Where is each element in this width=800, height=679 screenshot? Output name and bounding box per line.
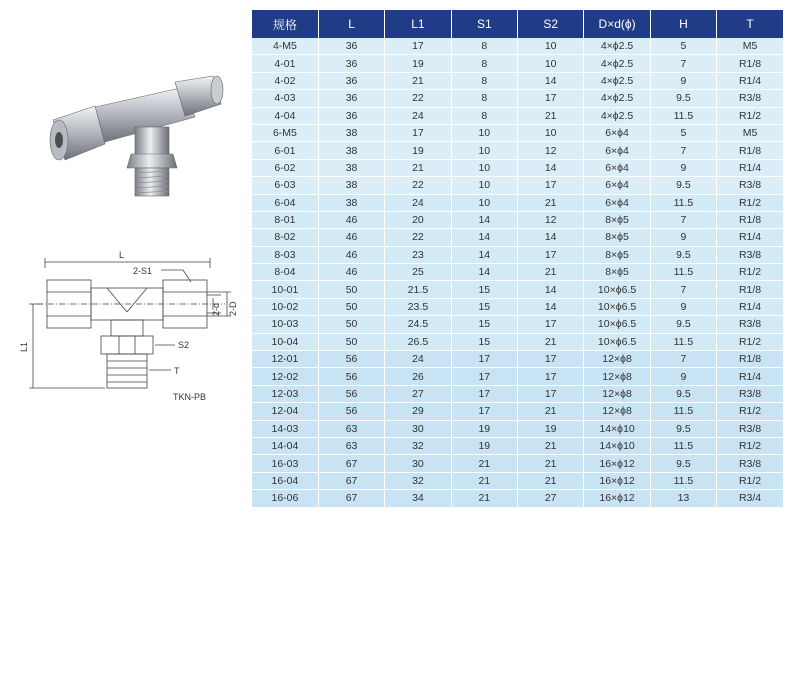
cell-T: R1/4	[717, 298, 783, 315]
cell-Dxd: 6×ϕ4	[584, 124, 650, 141]
cell-spec: 10-01	[252, 281, 318, 298]
cell-spec: 6-M5	[252, 124, 318, 141]
cell-spec: 4-02	[252, 72, 318, 89]
table-row	[252, 107, 783, 124]
cell-H: 11.5	[650, 403, 716, 420]
table-row	[252, 281, 783, 298]
cell-Dxd: 16×ϕ12	[584, 490, 650, 507]
cell-S2: 17	[518, 246, 584, 263]
cell-S1: 17	[451, 351, 517, 368]
cell-spec: 8-04	[252, 264, 318, 281]
table-row	[252, 316, 783, 333]
cell-S1: 21	[451, 455, 517, 472]
col-header-T: T	[717, 10, 783, 38]
table-row	[252, 229, 783, 246]
cell-H: 9	[650, 298, 716, 315]
cell-H: 9.5	[650, 177, 716, 194]
cell-L: 38	[318, 177, 384, 194]
cell-S1: 14	[451, 229, 517, 246]
cell-Dxd: 10×ϕ6.5	[584, 281, 650, 298]
cell-L1: 24.5	[385, 316, 451, 333]
cell-L1: 19	[385, 142, 451, 159]
col-header-L1: L1	[385, 10, 451, 38]
cell-T: R3/8	[717, 385, 783, 402]
cell-L: 36	[318, 90, 384, 107]
cell-L1: 32	[385, 437, 451, 454]
label-2-D: 2-D	[228, 301, 238, 316]
cell-L: 56	[318, 403, 384, 420]
cell-spec: 12-01	[252, 351, 318, 368]
cell-S2: 12	[518, 211, 584, 228]
cell-S2: 21	[518, 472, 584, 489]
cell-S2: 21	[518, 333, 584, 350]
table-row	[252, 90, 783, 107]
table-row	[252, 124, 783, 141]
table-row	[252, 403, 783, 420]
cell-H: 7	[650, 351, 716, 368]
cell-L1: 23	[385, 246, 451, 263]
cell-L1: 22	[385, 90, 451, 107]
cell-S2: 21	[518, 264, 584, 281]
cell-spec: 6-04	[252, 194, 318, 211]
cell-H: 13	[650, 490, 716, 507]
cell-S1: 21	[451, 490, 517, 507]
cell-S2: 17	[518, 385, 584, 402]
label-S2: S2	[178, 340, 190, 350]
cell-Dxd: 8×ϕ5	[584, 264, 650, 281]
cell-L1: 19	[385, 55, 451, 72]
cell-spec: 12-02	[252, 368, 318, 385]
cell-T: R1/8	[717, 281, 783, 298]
cell-L: 46	[318, 264, 384, 281]
label-L: L	[119, 250, 125, 260]
cell-S2: 10	[518, 124, 584, 141]
cell-L: 38	[318, 159, 384, 176]
cell-L: 67	[318, 455, 384, 472]
cell-Dxd: 10×ϕ6.5	[584, 298, 650, 315]
cell-H: 11.5	[650, 333, 716, 350]
cell-T: R3/8	[717, 316, 783, 333]
table-row	[252, 385, 783, 402]
cell-spec: 10-02	[252, 298, 318, 315]
cell-S1: 10	[451, 124, 517, 141]
cell-T: R3/8	[717, 455, 783, 472]
label-T: T	[174, 366, 180, 376]
cell-L: 63	[318, 420, 384, 437]
cell-H: 9	[650, 159, 716, 176]
cell-S2: 21	[518, 437, 584, 454]
cell-T: R1/2	[717, 194, 783, 211]
cell-Dxd: 14×ϕ10	[584, 420, 650, 437]
cell-H: 9.5	[650, 385, 716, 402]
cell-S2: 17	[518, 351, 584, 368]
cell-spec: 6-03	[252, 177, 318, 194]
cell-L: 63	[318, 437, 384, 454]
cell-H: 5	[650, 38, 716, 55]
cell-Dxd: 6×ϕ4	[584, 177, 650, 194]
cell-L1: 26.5	[385, 333, 451, 350]
cell-S1: 10	[451, 194, 517, 211]
cell-L: 38	[318, 142, 384, 159]
cell-L1: 30	[385, 420, 451, 437]
cell-L1: 29	[385, 403, 451, 420]
cell-spec: 14-04	[252, 437, 318, 454]
cell-S1: 8	[451, 107, 517, 124]
cell-Dxd: 16×ϕ12	[584, 472, 650, 489]
cell-S1: 14	[451, 246, 517, 263]
cell-spec: 4-M5	[252, 38, 318, 55]
cell-spec: 10-04	[252, 333, 318, 350]
cell-spec: 16-04	[252, 472, 318, 489]
cell-spec: 4-01	[252, 55, 318, 72]
cell-H: 7	[650, 211, 716, 228]
cell-T: R3/8	[717, 90, 783, 107]
cell-S1: 10	[451, 177, 517, 194]
cell-H: 9	[650, 72, 716, 89]
cell-S1: 15	[451, 333, 517, 350]
cell-T: R1/4	[717, 368, 783, 385]
cell-L: 46	[318, 211, 384, 228]
cell-T: R1/2	[717, 403, 783, 420]
spec-table	[252, 10, 783, 508]
cell-L1: 22	[385, 177, 451, 194]
cell-L1: 24	[385, 351, 451, 368]
cell-L1: 21	[385, 159, 451, 176]
cell-L1: 34	[385, 490, 451, 507]
table-row	[252, 38, 783, 55]
cell-L1: 22	[385, 229, 451, 246]
cell-S2: 14	[518, 229, 584, 246]
cell-Dxd: 4×ϕ2.5	[584, 72, 650, 89]
cell-S2: 12	[518, 142, 584, 159]
cell-S2: 21	[518, 194, 584, 211]
cell-T: R3/8	[717, 177, 783, 194]
cell-H: 11.5	[650, 264, 716, 281]
cell-L1: 24	[385, 194, 451, 211]
col-header-L: L	[318, 10, 384, 38]
cell-H: 11.5	[650, 472, 716, 489]
cell-H: 11.5	[650, 437, 716, 454]
cell-S2: 17	[518, 90, 584, 107]
cell-spec: 4-03	[252, 90, 318, 107]
cell-T: R1/8	[717, 211, 783, 228]
cell-S2: 17	[518, 316, 584, 333]
table-row	[252, 472, 783, 489]
cell-T: R3/8	[717, 246, 783, 263]
cell-H: 9.5	[650, 246, 716, 263]
cell-S2: 14	[518, 281, 584, 298]
cell-L: 36	[318, 38, 384, 55]
cell-T: R1/8	[717, 351, 783, 368]
cell-Dxd: 12×ϕ8	[584, 403, 650, 420]
cell-H: 7	[650, 55, 716, 72]
cell-S1: 8	[451, 90, 517, 107]
label-2-d: 2-d	[211, 302, 221, 316]
cell-S1: 19	[451, 420, 517, 437]
cell-Dxd: 8×ϕ5	[584, 229, 650, 246]
cell-spec: 10-03	[252, 316, 318, 333]
cell-spec: 6-01	[252, 142, 318, 159]
table-row	[252, 455, 783, 472]
cell-spec: 8-03	[252, 246, 318, 263]
cell-S2: 21	[518, 403, 584, 420]
cell-S1: 15	[451, 281, 517, 298]
cell-S2: 19	[518, 420, 584, 437]
cell-Dxd: 12×ϕ8	[584, 368, 650, 385]
cell-S2: 21	[518, 107, 584, 124]
cell-L: 56	[318, 351, 384, 368]
cell-L1: 21.5	[385, 281, 451, 298]
table-header-row	[252, 10, 783, 38]
cell-L: 46	[318, 246, 384, 263]
cell-T: M5	[717, 124, 783, 141]
cell-S2: 21	[518, 455, 584, 472]
fitting-photo	[35, 72, 235, 202]
table-row	[252, 420, 783, 437]
cell-T: R1/2	[717, 107, 783, 124]
cell-S1: 17	[451, 368, 517, 385]
cell-L: 67	[318, 472, 384, 489]
table-row	[252, 351, 783, 368]
cell-T: R3/4	[717, 490, 783, 507]
table-row	[252, 333, 783, 350]
cell-H: 9	[650, 368, 716, 385]
col-header-S2: S2	[518, 10, 584, 38]
cell-spec: 6-02	[252, 159, 318, 176]
cell-L1: 25	[385, 264, 451, 281]
cell-T: M5	[717, 38, 783, 55]
cell-Dxd: 4×ϕ2.5	[584, 38, 650, 55]
cell-Dxd: 4×ϕ2.5	[584, 55, 650, 72]
cell-spec: 4-04	[252, 107, 318, 124]
cell-L: 38	[318, 194, 384, 211]
table-row	[252, 211, 783, 228]
cell-Dxd: 10×ϕ6.5	[584, 316, 650, 333]
cell-T: R1/8	[717, 55, 783, 72]
cell-L1: 17	[385, 124, 451, 141]
cell-Dxd: 4×ϕ2.5	[584, 90, 650, 107]
table-row	[252, 159, 783, 176]
col-header-S1: S1	[451, 10, 517, 38]
col-header-H: H	[650, 10, 716, 38]
table-row	[252, 368, 783, 385]
cell-L: 50	[318, 333, 384, 350]
cell-spec: 12-04	[252, 403, 318, 420]
cell-S2: 10	[518, 55, 584, 72]
cell-T: R1/4	[717, 72, 783, 89]
cell-S1: 10	[451, 159, 517, 176]
cell-H: 9	[650, 229, 716, 246]
cell-Dxd: 8×ϕ5	[584, 246, 650, 263]
cell-L: 38	[318, 124, 384, 141]
cell-Dxd: 16×ϕ12	[584, 455, 650, 472]
cell-spec: 12-03	[252, 385, 318, 402]
cell-S2: 14	[518, 72, 584, 89]
cell-L1: 21	[385, 72, 451, 89]
cell-Dxd: 10×ϕ6.5	[584, 333, 650, 350]
col-header-Dxd: D×d(ϕ)	[584, 10, 650, 38]
table-row	[252, 298, 783, 315]
cell-S1: 8	[451, 72, 517, 89]
cell-S1: 8	[451, 38, 517, 55]
cell-L: 56	[318, 385, 384, 402]
cell-Dxd: 6×ϕ4	[584, 142, 650, 159]
cell-H: 5	[650, 124, 716, 141]
cell-S1: 17	[451, 385, 517, 402]
cell-S1: 14	[451, 264, 517, 281]
cell-T: R1/2	[717, 264, 783, 281]
cell-H: 9.5	[650, 316, 716, 333]
cell-L: 36	[318, 107, 384, 124]
cell-Dxd: 4×ϕ2.5	[584, 107, 650, 124]
cell-L: 36	[318, 72, 384, 89]
cell-L1: 27	[385, 385, 451, 402]
cell-T: R1/4	[717, 229, 783, 246]
cell-L: 36	[318, 55, 384, 72]
cell-H: 9.5	[650, 90, 716, 107]
table-row	[252, 142, 783, 159]
cell-spec: 14-03	[252, 420, 318, 437]
label-L1: L1	[19, 341, 29, 352]
cell-L1: 32	[385, 472, 451, 489]
cell-S2: 17	[518, 177, 584, 194]
cell-H: 9.5	[650, 420, 716, 437]
cell-spec: 16-03	[252, 455, 318, 472]
cell-L1: 20	[385, 211, 451, 228]
cell-Dxd: 6×ϕ4	[584, 194, 650, 211]
cell-Dxd: 6×ϕ4	[584, 159, 650, 176]
cell-spec: 8-02	[252, 229, 318, 246]
cell-Dxd: 12×ϕ8	[584, 351, 650, 368]
cell-S2: 27	[518, 490, 584, 507]
cell-H: 11.5	[650, 107, 716, 124]
cell-spec: 8-01	[252, 211, 318, 228]
table-row	[252, 55, 783, 72]
cell-L1: 17	[385, 38, 451, 55]
cell-Dxd: 12×ϕ8	[584, 385, 650, 402]
cell-S1: 17	[451, 403, 517, 420]
table-row	[252, 264, 783, 281]
cell-S2: 14	[518, 159, 584, 176]
cell-S2: 14	[518, 298, 584, 315]
table-row	[252, 437, 783, 454]
cell-L1: 24	[385, 107, 451, 124]
table-row	[252, 72, 783, 89]
cell-Dxd: 8×ϕ5	[584, 211, 650, 228]
table-row	[252, 177, 783, 194]
cell-L: 50	[318, 298, 384, 315]
cell-S2: 10	[518, 38, 584, 55]
cell-S1: 21	[451, 472, 517, 489]
cell-L1: 30	[385, 455, 451, 472]
cell-S1: 15	[451, 298, 517, 315]
cell-S1: 15	[451, 316, 517, 333]
cell-S1: 8	[451, 55, 517, 72]
cell-L: 56	[318, 368, 384, 385]
cell-S1: 19	[451, 437, 517, 454]
col-header-spec: 规格	[252, 10, 318, 38]
cell-Dxd: 14×ϕ10	[584, 437, 650, 454]
cell-T: R1/2	[717, 333, 783, 350]
table-row	[252, 490, 783, 507]
cell-H: 9.5	[650, 455, 716, 472]
table-row	[252, 246, 783, 263]
table-body	[252, 38, 783, 507]
cell-T: R1/2	[717, 437, 783, 454]
cell-S1: 10	[451, 142, 517, 159]
dimension-drawing	[15, 248, 240, 408]
cell-L: 50	[318, 316, 384, 333]
cell-H: 7	[650, 142, 716, 159]
label-2-s1: 2-S1	[133, 266, 153, 276]
table-row	[252, 194, 783, 211]
model-label: TKN-PB	[173, 392, 207, 402]
cell-L1: 26	[385, 368, 451, 385]
cell-L: 50	[318, 281, 384, 298]
cell-H: 7	[650, 281, 716, 298]
cell-S1: 14	[451, 211, 517, 228]
cell-spec: 16-06	[252, 490, 318, 507]
cell-T: R1/2	[717, 472, 783, 489]
cell-T: R1/8	[717, 142, 783, 159]
cell-S2: 17	[518, 368, 584, 385]
cell-T: R1/4	[717, 159, 783, 176]
cell-L: 46	[318, 229, 384, 246]
cell-T: R3/8	[717, 420, 783, 437]
cell-H: 11.5	[650, 194, 716, 211]
cell-L: 67	[318, 490, 384, 507]
cell-L1: 23.5	[385, 298, 451, 315]
